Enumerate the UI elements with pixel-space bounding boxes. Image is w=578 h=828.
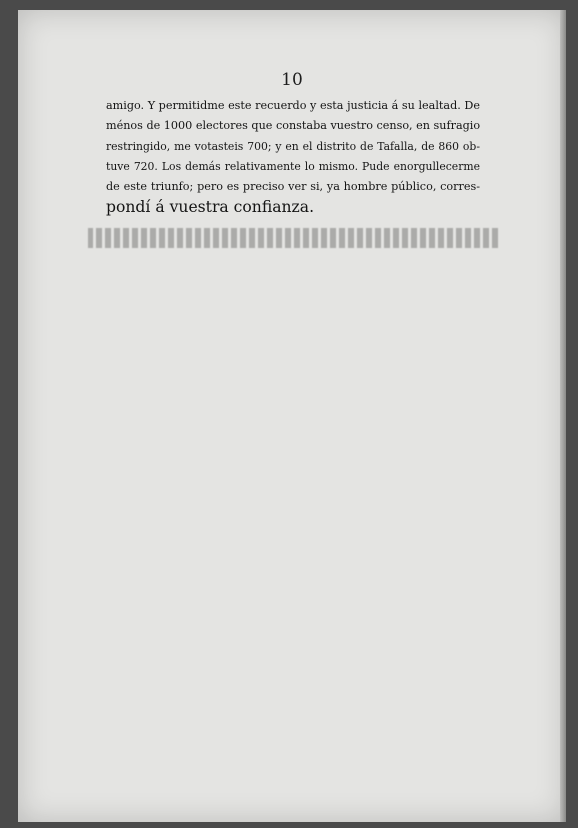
paragraph <box>106 96 480 218</box>
paragraph-line: amigo. Y permitidme este recuerdo y esta justicia á su lealtad. De <box>106 99 480 112</box>
page-number: 10 <box>281 70 303 90</box>
document-page <box>18 10 566 822</box>
paragraph-line: ménos de 1000 electores que constaba vuestro censo, en sufragio <box>106 119 481 133</box>
paragraph-line: de este triunfo; pero es preciso ver si, ya hombre público, corres- <box>106 180 480 194</box>
paragraph-line: tuve 720. Los demás relativamente lo mismo. Pude enorgullecerme <box>106 159 480 173</box>
page-edge-shadow <box>560 10 566 822</box>
paragraph-line: pondí á vuestra confianza. <box>106 198 315 217</box>
paragraph-line: restringido, me votasteis 700; y en el distrito de Tafalla, de 860 ob- <box>106 139 480 153</box>
show-through-text <box>88 228 498 248</box>
